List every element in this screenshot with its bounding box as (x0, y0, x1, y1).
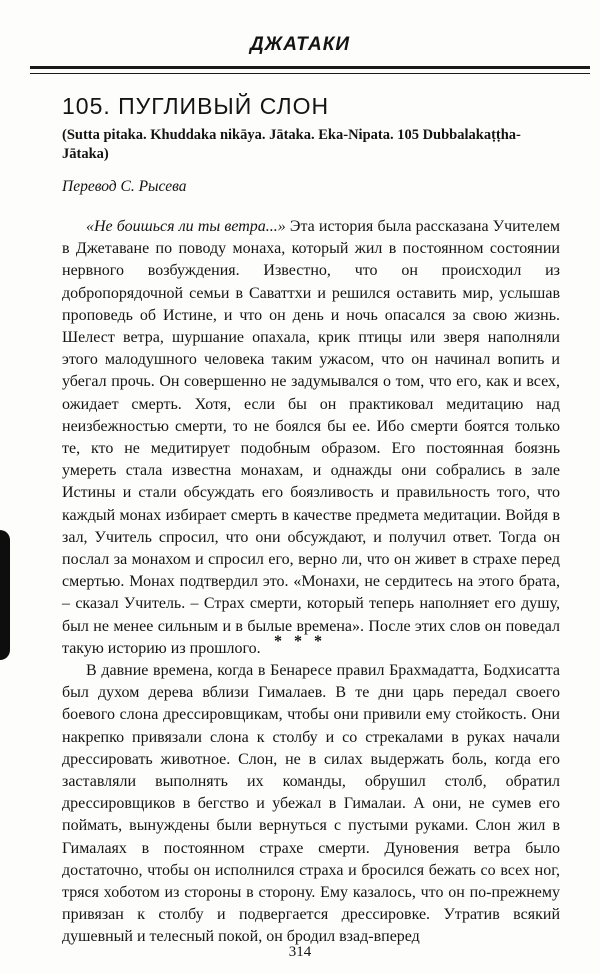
story-text: В давние времена, когда в Бенаресе правил Брахмадатта, Бодхисатта был духом дерева вблизи Гималаев. В те дни царь передал своего боевого слона дрессировщикам, чтобы они привили ему стойкость. Они накрепко привязали слона к столбу и со стрекалами в руках начали дрессировать животное. Слон, не в силах выдержать боль, когда его заставляли выполнять их команды, обрушил столб, обратил дрессировщиков в бегство и убежал в Гималаи. А они, не сумев его поймать, вынуждены были вернуться с пустыми руками. Слон жил в Гималаях в постоянном страхе смерти. Дуновения ветра было достаточно, чтобы он исполнился страха и бросился бежать со всех ног, тряся хоботом из стороны в сторону. Ему казалось, что он по-прежнему привязан к столбу и подвергается дрессировке. Утратив всякий душевный и телесный покой, он бродил взад-вперед (62, 662, 560, 946)
header-rule-thick (30, 66, 590, 69)
chapter-title: 105. ПУГЛИВЫЙ СЛОН (62, 93, 330, 119)
page-number: 314 (288, 944, 312, 960)
running-header: ДЖАТАКИ (249, 34, 351, 55)
story-paragraph (62, 660, 560, 949)
section-separator: * * * (274, 633, 326, 650)
header-rule-thin (30, 73, 590, 74)
intro-quote: «Не боишься ли ты ветра...» (86, 218, 286, 235)
translator-credit: Перевод С. Рысева (62, 178, 187, 195)
intro-paragraph (62, 216, 560, 660)
source-citation: (Sutta pitaka. Khuddaka nikāya. Jātaka. Eka-Nipata. 105 Dubbalakaṭṭha-Jātaka) (62, 127, 521, 162)
intro-text: Эта история была рассказана Учителем в Джетаване по поводу монаха, который жил в постоянном состоянии нервного возбуждения. Известно, что он происходил из добропорядочной семьи в Саваттхи и решился оставить мир, услышав проповедь об Истине, и что он день и ночь опасался за свою жизнь. Шелест ветра, шуршание опахала, крик птицы или зверя наполняли этого малодушного человека таким ужасом, что он начинал вопить и убегал прочь. Он совершенно не задумывался о том, что его, как и всех, ожидает смерть. Хотя, если бы он практиковал медитацию над неизбежностью смерти, то не боялся бы ее. Ибо смерти боятся только те, кто не медитирует подобным образом. Его постоянная боязнь умереть стала известна монахам, и однажды они собрались в зале Истины и стали обсуждать его боязливость и правильность того, что каждый монах избирает смерть в качестве предмета медитации. Войдя в зал, Учитель спросил, что они обсуждают, и получил ответ. Тогда он послал за монахом и спросил его, верно ли, что он живет в страхе перед смертью. Монах подтвердил это. «Монахи, не сердитесь на этого брата, – сказал Учитель. – Страх смерти, который теперь наполняет его душу, был не менее сильным и в былые времена». После этих слов он поведал такую историю из прошлого. (62, 218, 560, 657)
scan-edge-shadow (0, 530, 10, 660)
